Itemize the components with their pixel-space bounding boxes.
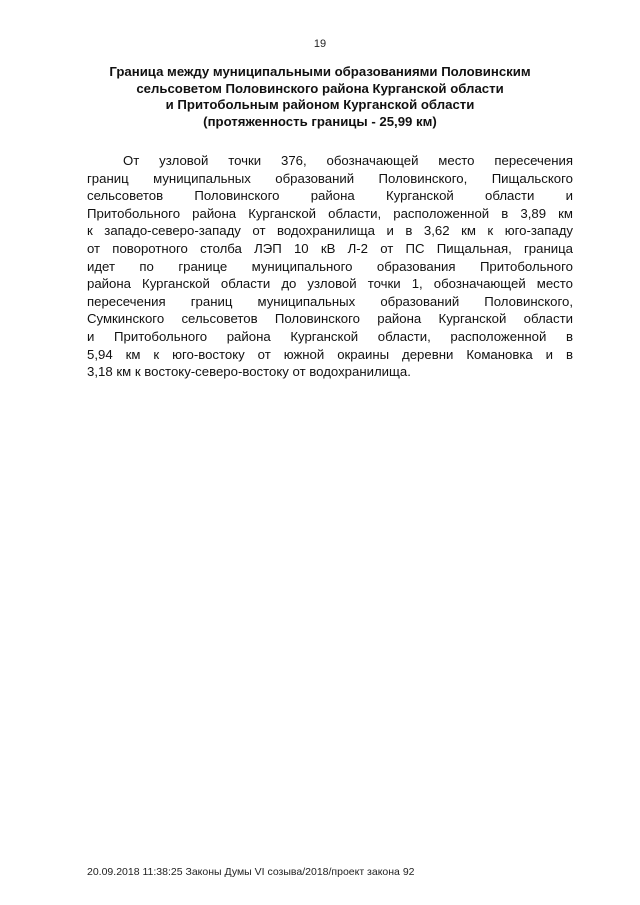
heading-line: сельсоветом Половинского района Курганской области (136, 80, 504, 96)
paragraph-line: к западо-северо-западу от водохранилища и в 3,62 км к юго-западу (87, 223, 573, 239)
heading-line: и Притобольным районом Курганской области (165, 97, 475, 112)
document-heading (80, 64, 560, 130)
paragraph-line: От узловой точки 376, обозначающей место пересечения (123, 153, 573, 168)
paragraph-line: от поворотного столба ЛЭП 10 кВ Л-2 от ПС Пищальная, граница (87, 240, 573, 256)
paragraph-line: сельсоветов Половинского района Курганской области и (87, 188, 573, 204)
document-footer: 20.09.2018 11:38:25 Законы Думы VI созыва/2018/проект закона 92 (87, 866, 415, 878)
heading-line: Граница между муниципальными образованиями Половинским (109, 64, 531, 79)
paragraph-line: и Притобольного района Курганской области, расположенной в (87, 328, 573, 344)
body-paragraph (87, 152, 573, 381)
paragraph-line: пересечения границ муниципальных образований Половинского, (87, 293, 573, 309)
paragraph-line: идет по границе муниципального образования Притобольного (87, 258, 573, 274)
paragraph-line: Притобольного района Курганской области, расположенной в 3,89 км (87, 205, 573, 221)
paragraph-line: границ муниципальных образований Половинского, Пищальского (87, 170, 573, 186)
page-number: 19 (313, 38, 327, 50)
paragraph-line: 5,94 км к юго-востоку от южной окраины деревни Комановка и в (87, 346, 573, 362)
paragraph-line: района Курганской области до узловой точки 1, обозначающей место (87, 276, 573, 292)
heading-line: (протяженность границы - 25,99 км) (203, 113, 437, 129)
paragraph-line: 3,18 км к востоку-северо-востоку от водохранилища. (87, 364, 411, 380)
paragraph-line: Сумкинского сельсоветов Половинского района Курганской области (87, 311, 573, 327)
